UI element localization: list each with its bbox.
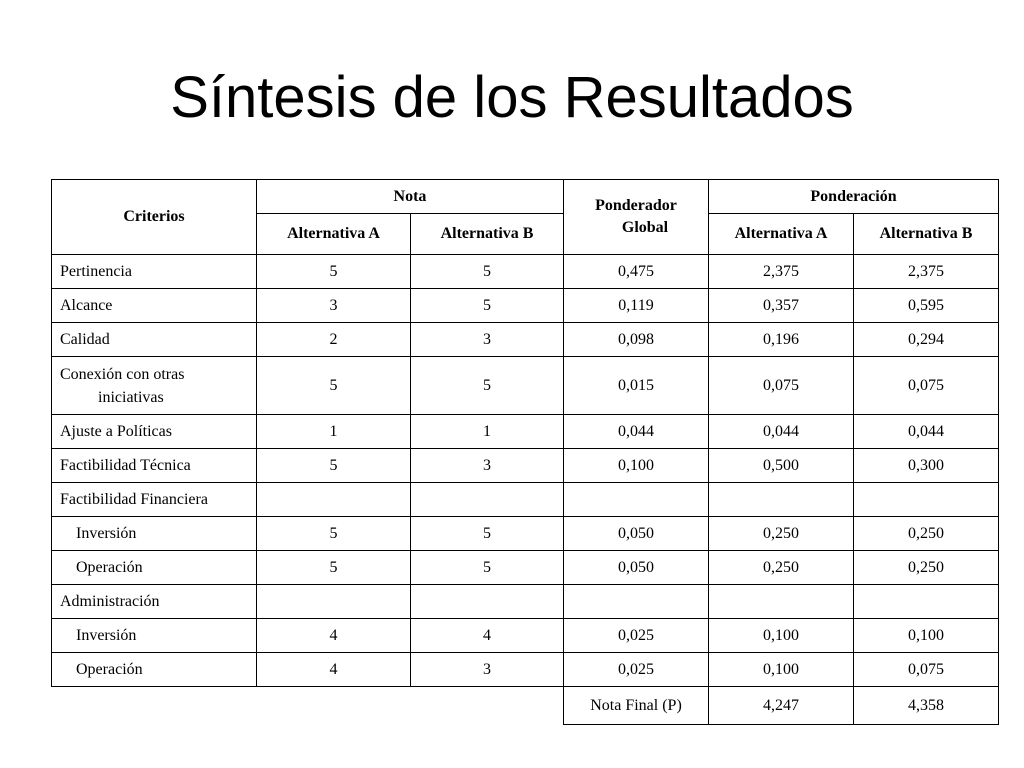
ponderacion-b-cell: 0,250 [854, 517, 999, 551]
ponderacion-a-cell: 0,250 [709, 551, 854, 585]
nota-b-cell: 4 [411, 619, 564, 653]
criterio-cell: Ajuste a Políticas [52, 415, 257, 449]
ponderacion-a-cell: 0,500 [709, 449, 854, 483]
ponderacion-b-cell: 0,044 [854, 415, 999, 449]
ponderacion-a-cell [709, 585, 854, 619]
ponderador-cell: 0,100 [564, 449, 709, 483]
ponderacion-a-cell [709, 483, 854, 517]
slide-title: Síntesis de los Resultados [170, 65, 854, 130]
header-ponderador-line2: Global [621, 219, 669, 236]
header-nota-alt-a: Alternativa A [257, 214, 411, 255]
table-row [52, 653, 999, 687]
final-row [52, 687, 999, 725]
nota-a-cell: 1 [257, 415, 411, 449]
nota-b-cell: 5 [411, 551, 564, 585]
ponderacion-b-cell: 0,100 [854, 619, 999, 653]
criterio-line2: iniciativas [98, 388, 164, 406]
criterio-cell: Alcance [52, 289, 257, 323]
table-row [52, 289, 999, 323]
table-row [52, 415, 999, 449]
table-row [52, 449, 999, 483]
ponderacion-a-cell: 0,075 [709, 357, 854, 415]
header-nota: Nota [257, 180, 564, 214]
ponderador-cell: 0,119 [564, 289, 709, 323]
nota-a-cell: 5 [257, 255, 411, 289]
final-label: Nota Final (P) [564, 687, 709, 725]
nota-a-cell: 3 [257, 289, 411, 323]
nota-b-cell: 5 [411, 357, 564, 415]
ponderacion-b-cell: 2,375 [854, 255, 999, 289]
criterio-cell [52, 357, 257, 415]
results-table [51, 179, 999, 725]
criterio-cell: Pertinencia [52, 255, 257, 289]
ponderador-cell: 0,044 [564, 415, 709, 449]
ponderacion-b-cell: 0,250 [854, 551, 999, 585]
table-row [52, 517, 999, 551]
ponderacion-b-cell [854, 585, 999, 619]
ponderador-cell [564, 585, 709, 619]
nota-a-cell: 5 [257, 357, 411, 415]
table-row [52, 323, 999, 357]
ponderador-cell: 0,015 [564, 357, 709, 415]
header-ponderacion: Ponderación [709, 180, 999, 214]
nota-a-cell: 4 [257, 653, 411, 687]
nota-a-cell [257, 585, 411, 619]
ponderacion-b-cell: 0,300 [854, 449, 999, 483]
criterio-cell: Factibilidad Financiera [52, 483, 257, 517]
nota-b-cell [411, 483, 564, 517]
header-nota-alt-b: Alternativa B [411, 214, 564, 255]
ponderacion-a-cell: 0,100 [709, 619, 854, 653]
table-row [52, 357, 999, 415]
criterio-cell: Factibilidad Técnica [52, 449, 257, 483]
ponderador-cell [564, 483, 709, 517]
nota-a-cell: 5 [257, 551, 411, 585]
table-row [52, 619, 999, 653]
final-spacer [52, 687, 564, 725]
final-alt-a: 4,247 [709, 687, 854, 725]
nota-b-cell: 5 [411, 517, 564, 551]
ponderador-cell: 0,475 [564, 255, 709, 289]
nota-a-cell: 4 [257, 619, 411, 653]
nota-a-cell: 5 [257, 517, 411, 551]
criterio-cell: Calidad [52, 323, 257, 357]
nota-b-cell: 5 [411, 255, 564, 289]
ponderacion-b-cell: 0,075 [854, 357, 999, 415]
criterio-cell: Administración [52, 585, 257, 619]
ponderacion-a-cell: 0,250 [709, 517, 854, 551]
criterio-cell: Operación [52, 551, 257, 585]
ponderacion-a-cell: 0,100 [709, 653, 854, 687]
ponderacion-a-cell: 2,375 [709, 255, 854, 289]
table-row [52, 483, 999, 517]
nota-b-cell: 3 [411, 323, 564, 357]
header-ponderacion-alt-a: Alternativa A [709, 214, 854, 255]
header-row-1 [52, 180, 999, 214]
nota-b-cell: 3 [411, 653, 564, 687]
nota-b-cell: 5 [411, 289, 564, 323]
nota-a-cell: 2 [257, 323, 411, 357]
criterio-cell: Inversión [52, 619, 257, 653]
criterio-cell: Inversión [52, 517, 257, 551]
ponderacion-b-cell: 0,075 [854, 653, 999, 687]
ponderacion-a-cell: 0,196 [709, 323, 854, 357]
ponderador-cell: 0,050 [564, 551, 709, 585]
criterio-cell: Operación [52, 653, 257, 687]
table-row [52, 551, 999, 585]
ponderacion-a-cell: 0,357 [709, 289, 854, 323]
nota-b-cell: 1 [411, 415, 564, 449]
ponderacion-b-cell: 0,294 [854, 323, 999, 357]
nota-a-cell: 5 [257, 449, 411, 483]
ponderador-cell: 0,050 [564, 517, 709, 551]
ponderador-cell: 0,025 [564, 619, 709, 653]
ponderacion-a-cell: 0,044 [709, 415, 854, 449]
nota-b-cell [411, 585, 564, 619]
header-criterios: Criterios [52, 180, 257, 255]
nota-a-cell [257, 483, 411, 517]
header-ponderacion-alt-b: Alternativa B [854, 214, 999, 255]
header-ponderador-line1: Ponderador [595, 197, 677, 214]
ponderacion-b-cell [854, 483, 999, 517]
ponderador-cell: 0,025 [564, 653, 709, 687]
final-alt-b: 4,358 [854, 687, 999, 725]
criterio-line1: Conexión con otras [60, 365, 185, 383]
ponderador-cell: 0,098 [564, 323, 709, 357]
table-row [52, 255, 999, 289]
table-row [52, 585, 999, 619]
header-ponderador-global [564, 180, 709, 255]
nota-b-cell: 3 [411, 449, 564, 483]
ponderacion-b-cell: 0,595 [854, 289, 999, 323]
